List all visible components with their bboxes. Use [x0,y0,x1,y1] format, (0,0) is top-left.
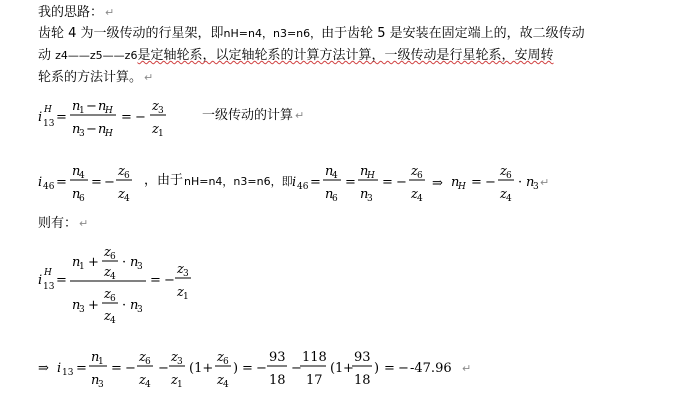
svg-text:=: = [384,361,395,376]
p1-line2-chain: z4——z5——z6 [55,49,138,62]
svg-text:6: 6 [417,171,423,181]
svg-text:+: + [88,255,99,270]
svg-text:−: − [396,175,407,190]
svg-text:z: z [500,164,507,179]
svg-text:n: n [72,187,81,202]
svg-text:z: z [411,164,418,179]
svg-text:z: z [177,262,184,277]
p1-line3-text: 轮系的方法计算。 [38,70,143,85]
svg-text:↵: ↵ [540,176,550,189]
svg-text:z: z [139,350,146,365]
svg-text:·: · [518,175,523,190]
svg-text:): ) [374,361,380,376]
svg-text:1: 1 [79,106,85,116]
svg-text:H: H [44,268,52,278]
p1-line1-eq: nH=n4，n3=n6， [223,27,322,40]
svg-text:n: n [72,122,81,137]
svg-text:=: = [56,273,67,288]
svg-text:n: n [91,373,100,388]
svg-text:4: 4 [145,380,151,390]
svg-text:⇒: ⇒ [432,176,443,191]
num-93-b: 93 [354,350,371,365]
svg-text:−: − [135,110,146,125]
svg-text:1: 1 [183,292,189,302]
svg-text:−: − [125,361,136,376]
svg-text:=: = [121,110,132,125]
svg-text:6: 6 [79,194,85,204]
svg-text:3: 3 [183,269,189,279]
svg-text:·: · [122,255,127,270]
svg-text:−: − [104,175,115,190]
result-value: -47.96 [410,361,452,376]
svg-text:4: 4 [79,171,85,181]
svg-text:−: − [398,361,409,376]
svg-text:4: 4 [332,171,338,181]
svg-text:n: n [98,122,107,137]
svg-text:⇒: ⇒ [38,361,49,376]
eq1-note-text: 一级传动的计算 [202,108,294,123]
svg-text:H: H [105,106,113,116]
svg-text:i: i [38,110,43,125]
svg-text:n: n [130,255,139,270]
svg-text:n: n [91,350,100,365]
svg-text:6: 6 [110,252,116,262]
svg-text:4: 4 [506,194,512,204]
svg-text:−: − [86,122,97,137]
svg-text:i: i [38,273,43,288]
svg-text:=: = [242,361,253,376]
svg-text:i: i [57,361,62,376]
svg-text:z: z [104,245,111,260]
svg-text:4: 4 [124,194,130,204]
svg-text:3: 3 [98,380,104,390]
svg-text:H: H [367,171,375,181]
svg-text:1: 1 [79,262,85,272]
svg-text:3: 3 [79,129,85,139]
svg-text:=: = [345,175,356,190]
svg-text:13: 13 [43,282,55,292]
svg-text:↵: ↵ [462,362,472,375]
svg-text:n: n [526,175,535,190]
den-18-b: 18 [354,373,371,388]
svg-text:3: 3 [177,357,183,367]
svg-text:n: n [72,298,81,313]
svg-text:z: z [104,309,111,324]
svg-text:i: i [38,175,43,190]
svg-text:−: − [485,175,496,190]
svg-text:4: 4 [110,272,116,282]
svg-text:=: = [310,175,321,190]
den-18-a: 18 [269,373,286,388]
svg-text:z: z [152,99,159,114]
p1-line2-end: 是定轴轮系，以定轴轮系的计算方法计算，一级传动是行星轮系，安周转 [137,48,554,63]
svg-text:13: 13 [43,119,55,129]
svg-text:n: n [72,164,81,179]
eq2-mid-text: ，由于 [144,173,184,188]
then-text: 则有： [38,216,78,231]
svg-text:=: = [56,110,67,125]
num-118: 118 [302,350,327,365]
svg-text:6: 6 [124,171,130,181]
svg-text:6: 6 [110,294,116,304]
svg-text:z: z [171,350,178,365]
svg-text:3: 3 [367,194,373,204]
svg-text:6: 6 [506,171,512,181]
paragraph-mark-icon: ↵ [295,109,305,122]
svg-text:H: H [44,105,52,115]
svg-text:6: 6 [145,357,151,367]
svg-text:z: z [411,187,418,202]
svg-text:n: n [98,99,107,114]
svg-text:=: = [91,175,102,190]
svg-text:13: 13 [62,368,74,378]
svg-text:n: n [72,255,81,270]
svg-text:(1+: (1+ [189,361,214,376]
p1-line1-text: 齿轮 4 为一级传动的行星架，即 [38,26,224,41]
heading-text: 我的思路： [38,5,104,20]
svg-text:n: n [72,99,81,114]
equation-4 [38,350,471,390]
svg-text:n: n [451,175,460,190]
svg-text:n: n [360,164,369,179]
equation-1 [38,99,166,139]
svg-text:): ) [233,361,239,376]
svg-text:4: 4 [417,194,423,204]
svg-text:6: 6 [223,357,229,367]
svg-text:1: 1 [158,129,164,139]
p1-line1-end: 由于齿轮 5 是安装在固定端上的，故二级传动 [321,26,585,41]
svg-text:H: H [458,182,466,192]
eq2-cond-text: nH=n4，n3=n6，即 [184,175,293,188]
svg-text:z: z [217,350,224,365]
svg-text:=: = [471,175,482,190]
equation-3 [38,245,191,326]
svg-text:z: z [118,164,125,179]
svg-text:n: n [325,187,334,202]
svg-text:3: 3 [79,305,85,315]
svg-text:4: 4 [110,316,116,326]
svg-text:=: = [150,273,161,288]
equation-2 [38,164,549,204]
svg-text:1: 1 [177,380,183,390]
svg-text:3: 3 [137,305,143,315]
svg-text:z: z [104,265,111,280]
paragraph-mark-icon: ↵ [105,6,115,19]
svg-text:4: 4 [223,380,229,390]
svg-text:=: = [382,175,393,190]
svg-text:−: − [86,99,97,114]
svg-text:z: z [104,287,111,302]
svg-text:z: z [217,373,224,388]
svg-text:−: − [256,361,267,376]
svg-text:+: + [88,298,99,313]
num-93-a: 93 [269,350,286,365]
p1-line2-start: 动 [38,48,56,63]
svg-text:−: − [158,361,169,376]
svg-text:z: z [177,285,184,300]
svg-text:=: = [111,361,122,376]
svg-text:n: n [130,298,139,313]
svg-text:+: + [343,361,354,376]
svg-text:=: = [76,361,87,376]
svg-text:=: = [56,175,67,190]
svg-text:1: 1 [98,357,104,367]
one: 1 [335,361,344,376]
svg-text:(: ( [330,361,336,376]
svg-text:−: − [164,273,175,288]
svg-text:n: n [360,187,369,202]
svg-text:3: 3 [137,262,143,272]
svg-text:z: z [152,122,159,137]
svg-text:−: − [291,361,302,376]
paragraph-mark-icon: ↵ [144,71,154,84]
svg-text:H: H [105,129,113,139]
svg-text:6: 6 [332,194,338,204]
paragraph-mark-icon: ↵ [79,217,89,230]
svg-text:46: 46 [297,182,309,192]
svg-text:z: z [139,373,146,388]
svg-text:n: n [325,164,334,179]
svg-text:46: 46 [43,182,55,192]
svg-text:·: · [122,298,127,313]
svg-text:3: 3 [158,106,164,116]
svg-text:i: i [292,175,297,190]
den-17: 17 [306,373,323,388]
svg-text:z: z [500,187,507,202]
svg-text:3: 3 [533,182,539,192]
svg-text:z: z [171,373,178,388]
svg-text:z: z [118,187,125,202]
